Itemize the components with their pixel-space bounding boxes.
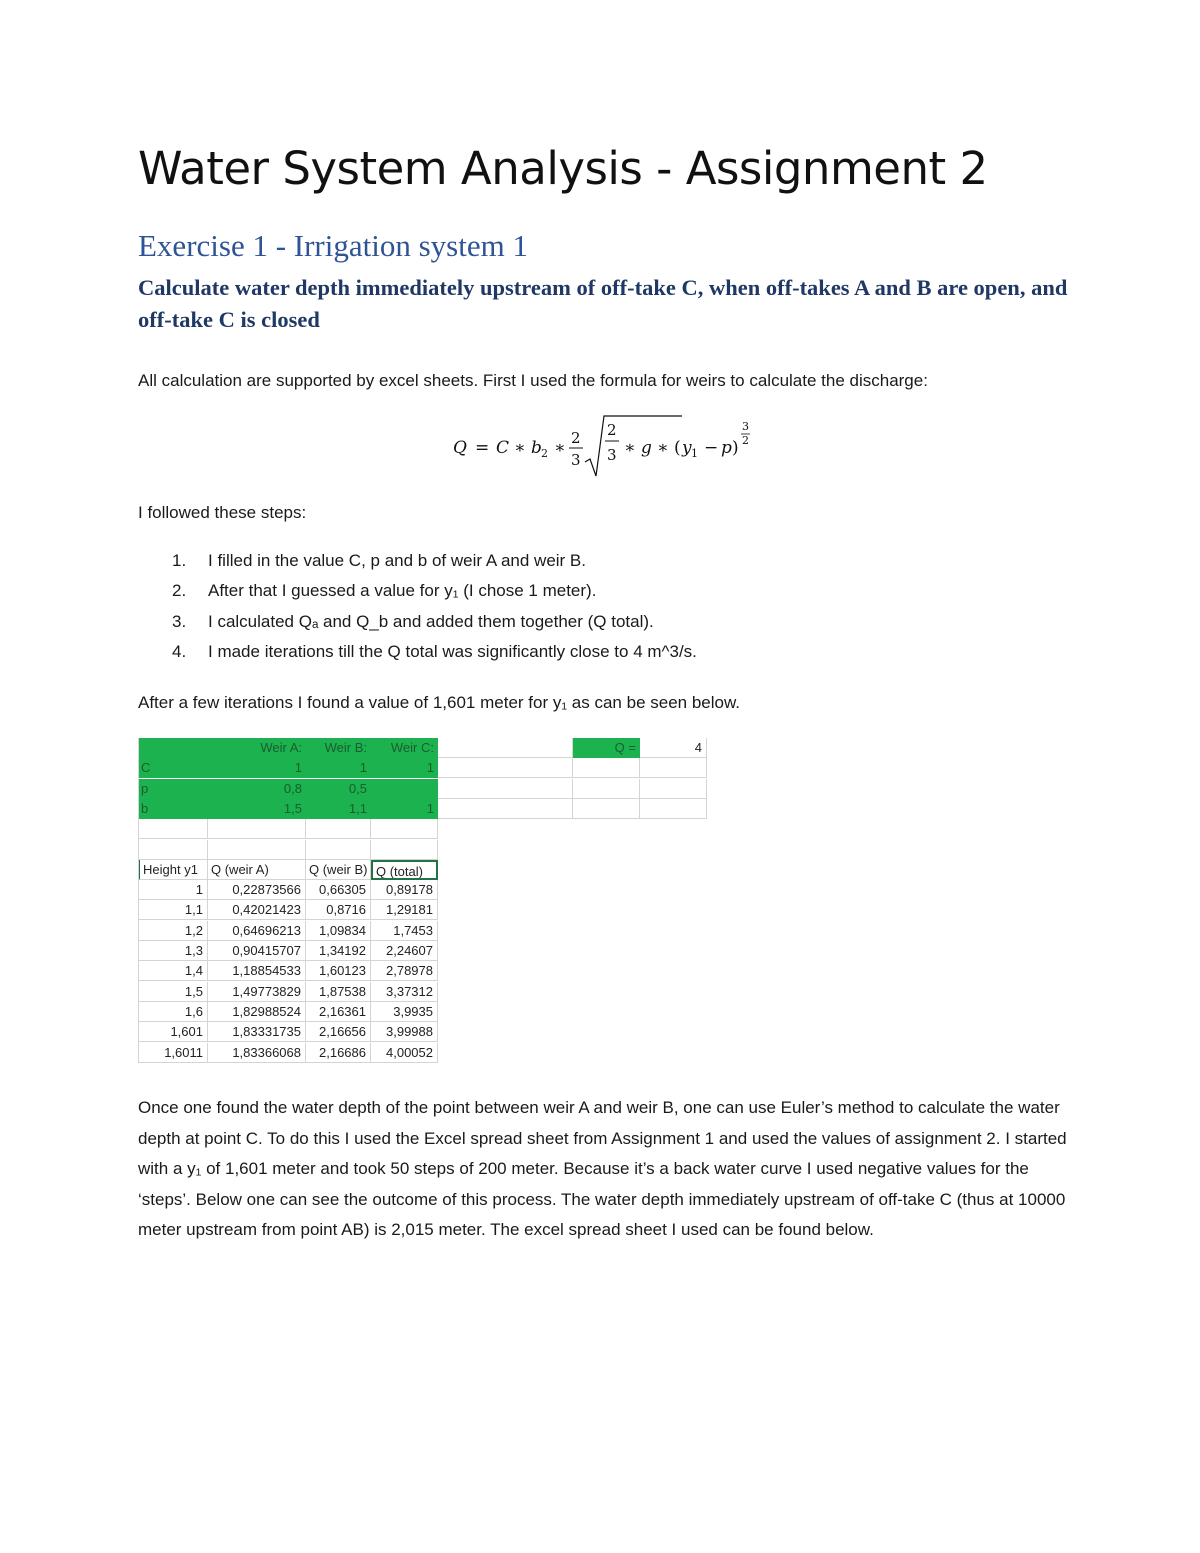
- step-number: 2.: [172, 581, 187, 601]
- step-text: I calculated Qₐ and Q_b and added them together (Q total).: [208, 611, 654, 631]
- table-cell: 2,16361: [306, 1002, 371, 1022]
- table-cell: 1,3: [138, 941, 208, 961]
- sheet-param-label: p: [138, 779, 208, 799]
- table-cell: 1,5: [138, 982, 208, 1002]
- sheet-cell-blank: [138, 738, 208, 758]
- table-cell: 2,16686: [306, 1043, 371, 1063]
- step-item: [138, 546, 697, 576]
- step-text: I filled in the value C, p and b of weir A and weir B.: [208, 551, 586, 570]
- table-cell: 1,7453: [371, 921, 438, 941]
- sheet-cell-blank: [306, 840, 371, 860]
- steps-list: [138, 546, 697, 667]
- formula-p: p: [721, 438, 732, 458]
- sheet-cell-blank: [208, 819, 306, 839]
- table-cell: 4,00052: [371, 1043, 438, 1063]
- question-heading: Calculate water depth immediately upstream of off-take C, when off-takes A and B are open, and off-take C is closed: [138, 275, 1068, 332]
- table-cell: 1,29181: [371, 900, 438, 920]
- formula-close-paren: ): [732, 438, 739, 458]
- conclusion-paragraph: Once one found the water depth of the point between weir A and weir B, one can use Euler’s method to calculate the water depth at point C. To do this I used the Excel spread sheet from Assignment 1 and used the values of assignment 2. I started with a y₁ of 1,601 meter and took 50 steps of 200 meter. Because it’s a back water curve I used negative values for the ‘steps’. Below one can see the outcome of this process. The water depth immediately upstream of off-take C (thus at 10000 meter upstream from point AB) is 2,015 meter. The excel spread sheet I used can be found below.: [138, 1098, 1067, 1239]
- table-cell: 1,82988524: [208, 1002, 306, 1022]
- sheet-col-header-height: Height y1: [138, 860, 208, 880]
- sheet-param-weir-b: 1: [306, 758, 371, 778]
- table-cell: 0,66305: [306, 880, 371, 900]
- table-cell: 0,8716: [306, 900, 371, 920]
- table-cell: 1,09834: [306, 921, 371, 941]
- sheet-cell-blank: [438, 738, 573, 758]
- table-cell: 0,64696213: [208, 921, 306, 941]
- intro-paragraph: All calculation are supported by excel sheets. First I used the formula for weirs to calculate the discharge:: [138, 371, 928, 390]
- table-cell: 3,9935: [371, 1002, 438, 1022]
- step-number: 1.: [172, 551, 187, 570]
- formula-frac1-den: 3: [571, 451, 581, 469]
- table-cell: 0,90415707: [208, 941, 306, 961]
- table-cell: 3,99988: [371, 1022, 438, 1042]
- formula-exp-num: 3: [742, 420, 749, 433]
- sheet-param-weir-b: 0,5: [306, 779, 371, 799]
- sheet-cell-blank: [640, 758, 707, 778]
- step-number: 3.: [172, 611, 187, 631]
- table-cell: 1,1: [138, 900, 208, 920]
- formula-frac1-num: 2: [571, 429, 581, 447]
- formula-b: b: [531, 438, 542, 458]
- table-cell: 1,2: [138, 921, 208, 941]
- sheet-cell-blank: [438, 799, 573, 819]
- formula-y-sub: 1: [691, 447, 698, 460]
- steps-intro: I followed these steps:: [138, 503, 307, 522]
- document-title: Water System Analysis - Assignment 2: [138, 142, 988, 195]
- sheet-col-header-q-weir-a: Q (weir A): [208, 860, 306, 880]
- sheet-param-label: b: [138, 799, 208, 819]
- sheet-cell-blank: [640, 779, 707, 799]
- sheet-cell-blank: [438, 758, 573, 778]
- formula-exp-den: 2: [742, 434, 749, 447]
- sheet-cell-blank: [573, 758, 640, 778]
- weir-formula-graphic: [448, 410, 768, 480]
- table-cell: 1,6: [138, 1002, 208, 1022]
- table-cell: 0,42021423: [208, 900, 306, 920]
- table-cell: 1,18854533: [208, 961, 306, 981]
- formula-frac2-den: 3: [607, 446, 617, 464]
- formula-star-3: ∗: [624, 438, 636, 458]
- sheet-cell-blank: [138, 819, 208, 839]
- sheet-cell-blank: [306, 819, 371, 839]
- table-cell: 1: [138, 880, 208, 900]
- formula-minus: −: [704, 438, 719, 458]
- table-cell: 1,601: [138, 1022, 208, 1042]
- sheet-param-label: C: [138, 758, 208, 778]
- sheet-cell-blank: [208, 840, 306, 860]
- sheet-header-weir-a: Weir A:: [208, 738, 306, 758]
- sheet-param-weir-c: 1: [371, 799, 438, 819]
- formula-b-sub: 2: [541, 447, 548, 460]
- sheet-header-weir-b: Weir B:: [306, 738, 371, 758]
- table-cell: 1,49773829: [208, 982, 306, 1002]
- exercise-heading: Exercise 1 - Irrigation system 1: [138, 228, 528, 263]
- result-intro: After a few iterations I found a value of 1,601 meter for y₁ as can be seen below.: [138, 693, 741, 712]
- sheet-cell-blank: [138, 840, 208, 860]
- table-cell: 2,24607: [371, 941, 438, 961]
- formula-open-paren: (: [674, 438, 681, 458]
- formula-c: C: [496, 438, 510, 458]
- table-cell: 1,83331735: [208, 1022, 306, 1042]
- step-item: [138, 637, 697, 667]
- sheet-param-weir-c: [371, 779, 438, 799]
- table-cell: 2,16656: [306, 1022, 371, 1042]
- formula-star-1: ∗: [514, 438, 526, 458]
- sheet-param-weir-a: 1: [208, 758, 306, 778]
- sheet-col-header-q-total: Q (total): [371, 860, 438, 880]
- sheet-q-label: Q =: [573, 738, 640, 758]
- sheet-header-weir-c: Weir C:: [371, 738, 438, 758]
- step-text: After that I guessed a value for y₁ (I chose 1 meter).: [208, 581, 597, 601]
- sheet-cell-blank: [438, 779, 573, 799]
- sheet-gridline: [138, 738, 139, 1063]
- formula-eq: =: [475, 438, 490, 458]
- table-cell: 2,78978: [371, 961, 438, 981]
- sheet-cell-blank: [573, 799, 640, 819]
- table-cell: 0,89178: [371, 880, 438, 900]
- sheet-param-weir-c: 1: [371, 758, 438, 778]
- sheet-param-weir-a: 1,5: [208, 799, 306, 819]
- step-item: [138, 607, 697, 637]
- sheet-cell-blank: [371, 840, 438, 860]
- formula-frac2-num: 2: [607, 421, 617, 439]
- formula-star-2: ∗: [554, 438, 566, 458]
- table-cell: 3,37312: [371, 982, 438, 1002]
- step-text: I made iterations till the Q total was significantly close to 4 m^3/s.: [208, 641, 697, 661]
- step-number: 4.: [172, 641, 187, 661]
- table-cell: 1,87538: [306, 982, 371, 1002]
- sheet-param-weir-a: 0,8: [208, 779, 306, 799]
- formula-q: Q: [453, 438, 467, 458]
- formula-g: g: [641, 438, 652, 458]
- table-cell: 1,4: [138, 961, 208, 981]
- table-cell: 1,83366068: [208, 1043, 306, 1063]
- weir-formula: [448, 410, 768, 480]
- formula-y: y: [682, 438, 692, 458]
- sheet-col-header-q-weir-b: Q (weir B): [306, 860, 371, 880]
- table-cell: 1,6011: [138, 1043, 208, 1063]
- sheet-cell-blank: [573, 779, 640, 799]
- table-cell: 1,60123: [306, 961, 371, 981]
- table-cell: 1,34192: [306, 941, 371, 961]
- sheet-q-value: 4: [640, 738, 707, 758]
- sheet-cell-blank: [640, 799, 707, 819]
- formula-star-4: ∗: [657, 438, 669, 458]
- table-cell: 0,22873566: [208, 880, 306, 900]
- sheet-param-weir-b: 1,1: [306, 799, 371, 819]
- sheet-cell-blank: [371, 819, 438, 839]
- step-item: [138, 576, 697, 606]
